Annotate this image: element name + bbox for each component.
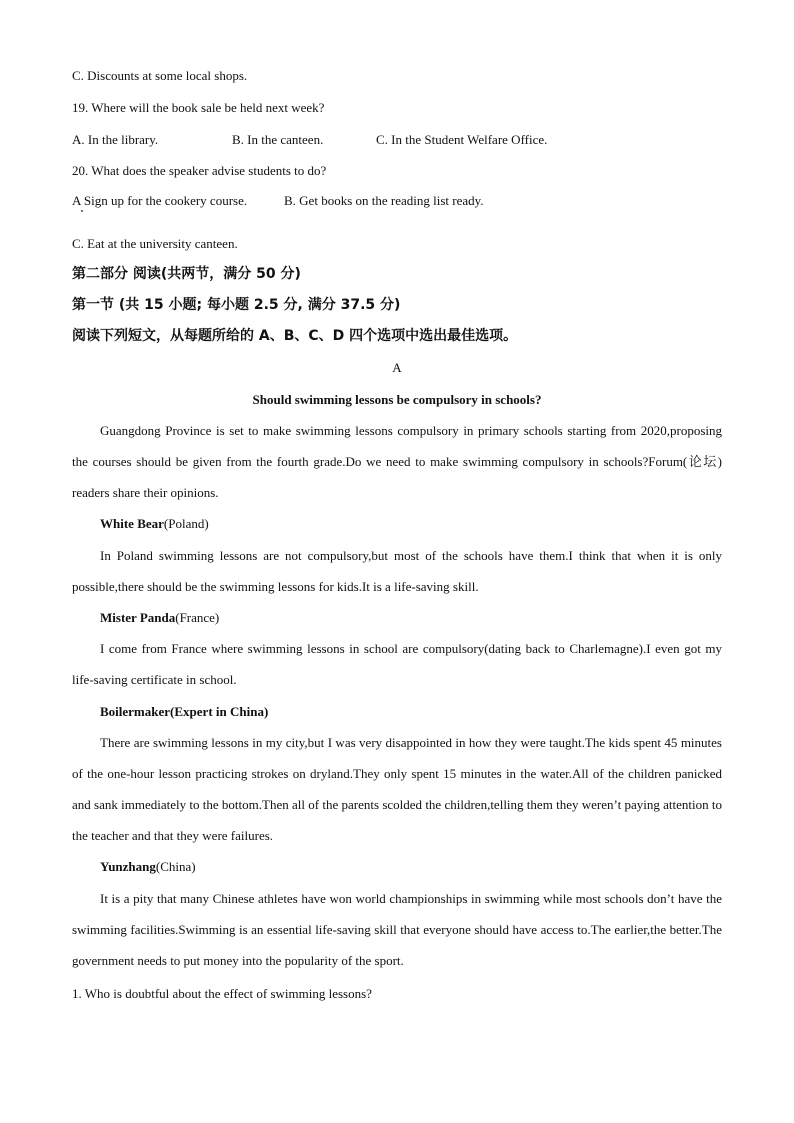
section-sub1-heading: 第一节 (共 15 小题; 每小题 2.5 分, 满分 37.5 分) <box>72 297 401 313</box>
passage-letter: A <box>392 360 402 375</box>
q1-question: 1. Who is doubtful about the effect of swimming lessons? <box>72 986 372 1001</box>
section-instruction: 阅读下列短文，从每题所给的 A、B、C、D 四个选项中选出最佳选项。 <box>72 328 518 344</box>
post-author-4: Yunzhang(China) <box>100 859 196 874</box>
stray-dot <box>81 210 83 212</box>
q18-option-c: C. Discounts at some local shops. <box>72 68 248 83</box>
q19-option-b: B. In the canteen. <box>232 132 324 147</box>
q20-option-b: B. Get books on the reading list ready. <box>284 193 484 208</box>
q20-question: 20. What does the speaker advise students to do? <box>72 163 327 178</box>
passage-title: Should swimming lessons be compulsory in schools? <box>252 392 542 407</box>
q20-option-a: A Sign up for the cookery course. <box>72 193 248 208</box>
post-text-2: I come from France where swimming lessons in school are compulsory(dating back to Charlemagne).I even got my life-saving certificate in school. <box>72 641 722 687</box>
q19-question: 19. Where will the book sale be held next week? <box>72 100 325 115</box>
q20-option-c: C. Eat at the university canteen. <box>72 236 238 251</box>
q19-option-c: C. In the Student Welfare Office. <box>376 132 548 147</box>
post-text-3: There are swimming lessons in my city,but I was very disappointed in how they were taught.The kids spent 45 minutes of the one-hour lesson practicing strokes on dryland.They only spent 15 minutes in the water.All of the children panicked and sank immediately to the bottom.Then all of the parents scolded the children,telling them they weren’t paying attention to the teacher and that they were failures. <box>72 735 722 843</box>
passage-intro: Guangdong Province is set to make swimming lessons compulsory in primary schools starting from 2020,proposing the courses should be given from the fourth grade.Do we need to make swimming compulsory in schools?Forum(论坛) readers share their opinions. <box>72 423 722 500</box>
post-text-1: In Poland swimming lessons are not compulsory,but most of the schools have them.I think that when it is only possible,there should be the swimming lessons for kids.It is a life-saving skill. <box>72 548 722 594</box>
post-author-1: White Bear(Poland) <box>100 516 209 531</box>
post-author-3: Boilermaker(Expert in China) <box>100 704 269 719</box>
post-author-2: Mister Panda(France) <box>100 610 220 625</box>
post-text-4: It is a pity that many Chinese athletes have won world championships in swimming while most schools don’t have the swimming facilities.Swimming is an essential life-saving skill that everyone should have access to.The earlier,the better.The government needs to put money into the popularity of the sport. <box>72 891 722 968</box>
section-part2-heading: 第二部分 阅读(共两节，满分 50 分) <box>72 266 301 282</box>
q19-option-a: A. In the library. <box>72 132 159 147</box>
